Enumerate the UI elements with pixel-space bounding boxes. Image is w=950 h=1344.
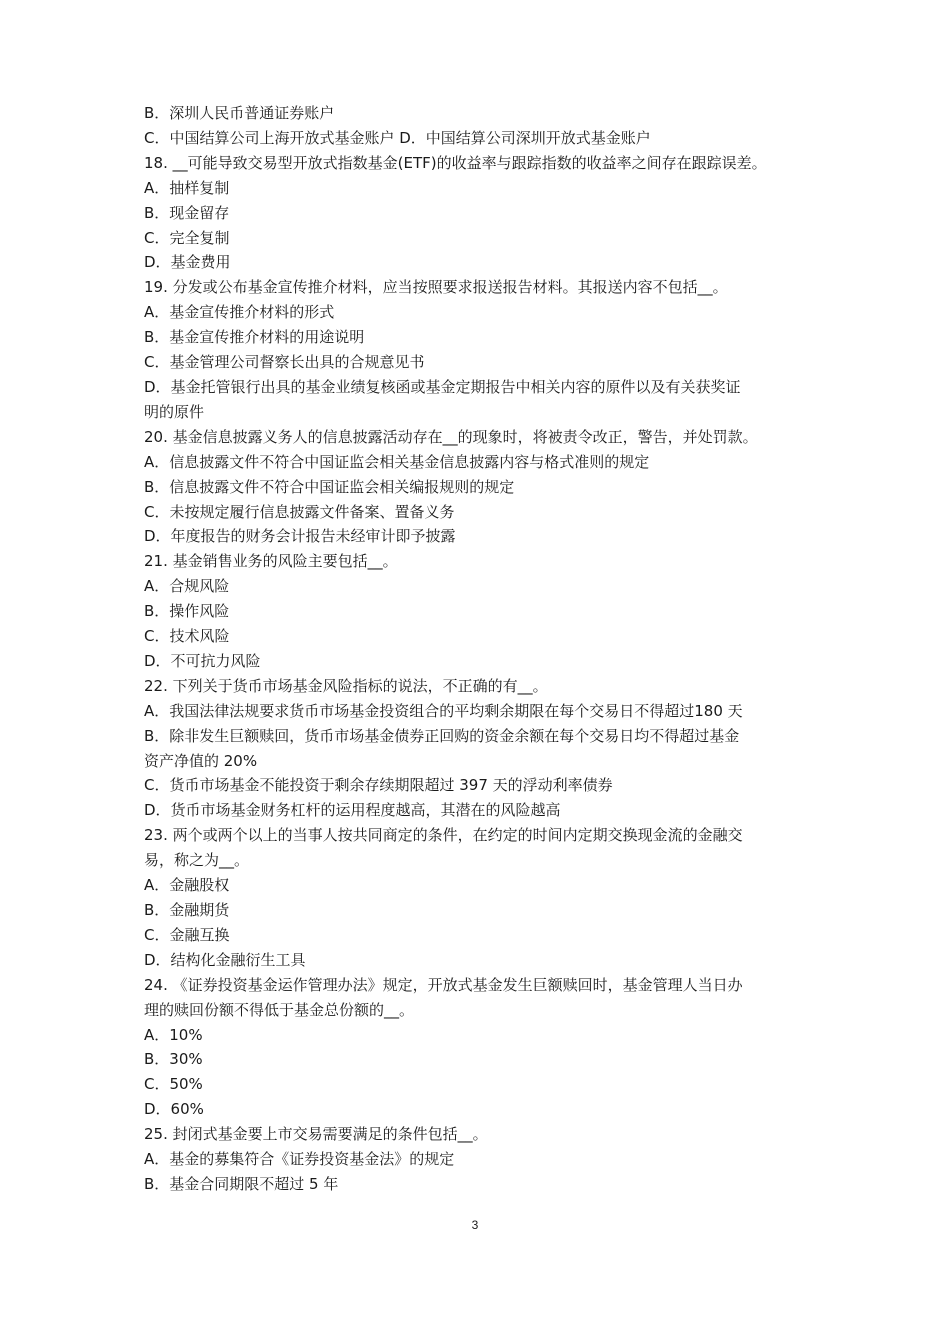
text-line: C．中国结算公司上海开放式基金账户 D．中国结算公司深圳开放式基金账户 — [144, 128, 651, 147]
text-line: C．金融互换 — [144, 925, 230, 944]
text-line: C．完全复制 — [144, 228, 230, 247]
text-line: B．基金合同期限不超过 5 年 — [144, 1174, 339, 1193]
text-line: 资产净值的 20% — [144, 751, 258, 770]
text-line: A．10% — [144, 1025, 203, 1044]
text-line: D．年度报告的财务会计报告未经审计即予披露 — [144, 527, 456, 546]
text-line: B．30% — [144, 1050, 203, 1069]
text-line: 22. 下列关于货币市场基金风险指标的说法，不正确的有__。 — [144, 676, 548, 695]
text-line: B．除非发生巨额赎回，货币市场基金债券正回购的资金余额在每个交易日均不得超过基金 — [144, 726, 740, 745]
text-line: D．结构化金融衍生工具 — [144, 950, 306, 969]
text-line: B．信息披露文件不符合中国证监会相关编报规则的规定 — [144, 477, 515, 496]
text-line: A．我国法律法规要求货币市场基金投资组合的平均剩余期限在每个交易日不得超过180 天 — [144, 701, 743, 720]
text-line: 23. 两个或两个以上的当事人按共同商定的条件，在约定的时间内定期交换现金流的金融交 — [144, 826, 743, 845]
text-line: B．操作风险 — [144, 602, 230, 621]
document-body — [144, 101, 824, 1197]
text-line: A．基金的募集符合《证券投资基金法》的规定 — [144, 1150, 455, 1169]
text-line: D．基金托管银行出具的基金业绩复核函或基金定期报告中相关内容的原件以及有关获奖证 — [144, 377, 741, 396]
text-line: 明的原件 — [144, 402, 205, 421]
text-line: A．抽样复制 — [144, 178, 230, 197]
text-line: B．基金宣传推介材料的用途说明 — [144, 328, 365, 347]
text-line: 易，称之为__。 — [144, 851, 250, 870]
text-line: C．50% — [144, 1075, 203, 1094]
text-line: 20. 基金信息披露义务人的信息披露活动存在__的现象时，将被责令改正，警告，并处罚款。 — [144, 427, 758, 446]
text-line: 理的赎回份额不得低于基金总份额的__。 — [144, 1000, 415, 1019]
text-line: D．60% — [144, 1100, 204, 1119]
text-line: C．货币市场基金不能投资于剩余存续期限超过 397 天的浮动利率债券 — [144, 776, 613, 795]
text-line: B．深圳人民币普通证券账户 — [144, 104, 335, 122]
text-line: C．未按规定履行信息披露文件备案、置备义务 — [144, 502, 455, 521]
text-line: B．金融期货 — [144, 901, 230, 919]
text-line: 25. 封闭式基金要上市交易需要满足的条件包括__。 — [144, 1125, 488, 1144]
text-line: A．基金宣传推介材料的形式 — [144, 303, 335, 322]
text-line: A．合规风险 — [144, 577, 230, 596]
text-line: C．基金管理公司督察长出具的合规意见书 — [144, 353, 425, 372]
text-line: A．信息披露文件不符合中国证监会相关基金信息披露内容与格式准则的规定 — [144, 452, 650, 471]
text-line: 21. 基金销售业务的风险主要包括__。 — [144, 552, 398, 571]
page-number: 3 — [471, 1218, 479, 1232]
text-line: 24. 《证券投资基金运作管理办法》规定，开放式基金发生巨额赎回时，基金管理人当日办 — [144, 975, 743, 994]
text-line: C．技术风险 — [144, 627, 230, 646]
text-line: B．现金留存 — [144, 203, 230, 222]
text-line: D．不可抗力风险 — [144, 651, 261, 670]
text-line: D．基金费用 — [144, 253, 231, 272]
text-line: 18. __可能导致交易型开放式指数基金(ETF)的收益率与跟踪指数的收益率之间存在跟踪误差。 — [144, 153, 767, 172]
text-line: 19. 分发或公布基金宣传推介材料，应当按照要求报送报告材料。其报送内容不包括__。 — [144, 278, 728, 297]
text-line: D．货币市场基金财务杠杆的运用程度越高，其潜在的风险越高 — [144, 801, 561, 820]
text-line: A．金融股权 — [144, 876, 230, 895]
